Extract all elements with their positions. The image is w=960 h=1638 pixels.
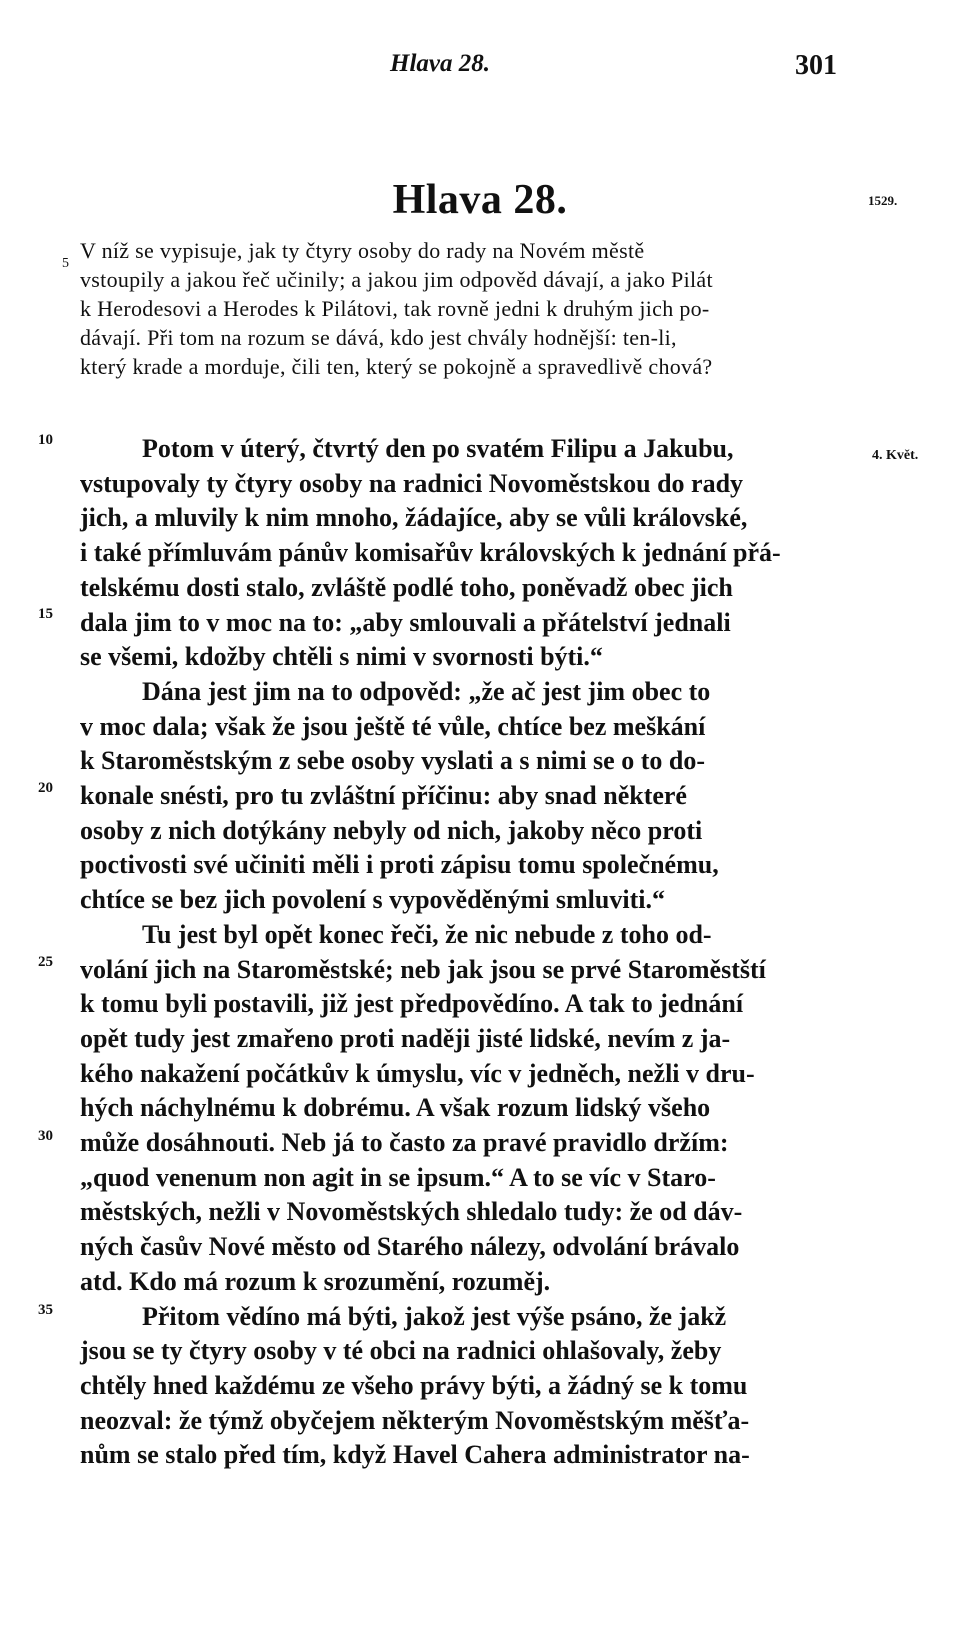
line-number: 20 xyxy=(38,780,53,796)
body-line: telskému dosti stalo, zvláště podlé toho, poněvadž obec jich xyxy=(80,572,733,602)
body-line: poctivosti své učiniti měli i proti zápisu tomu společnému, xyxy=(80,850,719,880)
body-line: může dosáhnouti. Neb já to často za pravé pravidlo držím: xyxy=(80,1128,729,1158)
line-number: 35 xyxy=(38,1302,53,1318)
body-line: atd. Kdo má rozum k srozumění, rozuměj. xyxy=(80,1266,551,1296)
page-number: 301 xyxy=(795,50,837,81)
line-number: 10 xyxy=(38,432,53,448)
margin-year: 1529. xyxy=(868,193,898,208)
summary-line: k Herodesovi a Herodes k Pilátovi, tak rovně jedni k druhým jich po- xyxy=(80,296,710,321)
body-line: Tu jest byl opět konec řeči, že nic nebude z toho od- xyxy=(142,919,712,949)
summary-line: dávají. Při tom na rozum se dává, kdo jest chvály hodnější: ten-li, xyxy=(80,325,677,350)
body-line: v moc dala; však že jsou ještě té vůle, chtíce bez meškání xyxy=(80,711,706,741)
body-line: „quod venenum non agit in se ipsum.“ A to se víc v Staro- xyxy=(80,1162,716,1192)
body-line: konale snésti, pro tu zvláštní příčinu: aby snad některé xyxy=(80,781,687,811)
summary-line-number: 5 xyxy=(62,256,69,271)
running-title: Hlava 28. xyxy=(390,50,490,77)
body-line: opět tudy jest zmařeno proti naději jisté lidské, nevím z ja- xyxy=(80,1023,731,1053)
body-line: k tomu byli postavili, již jest předpovědíno. A tak to jednání xyxy=(80,989,744,1019)
body-line: dala jim to v moc na to: „aby smlouvali a přátelství jednali xyxy=(80,607,731,637)
summary-line: vstoupily a jakou řeč učinily; a jakou jim odpověd dávají, a jako Pilát xyxy=(80,267,713,292)
body-line: Potom v úterý, čtvrtý den po svatém Filipu a Jakubu, xyxy=(142,434,734,463)
body-line: městských, nežli v Novoměstských shledalo tudy: že od dáv- xyxy=(80,1197,743,1227)
body-text xyxy=(80,432,860,1473)
line-number: 15 xyxy=(38,606,53,622)
body-line: neozval: že týmž obyčejem některým Novoměstským měšťa- xyxy=(80,1405,750,1435)
line-number: 25 xyxy=(38,954,53,970)
body-line: jsou se ty čtyry osoby v té obci na radnici ohlašovaly, žeby xyxy=(80,1336,722,1366)
body-line: osoby z nich dotýkány nebyly od nich, jakoby něco proti xyxy=(80,815,703,845)
body-line: chtěly hned každému ze všeho právy býti, a žádný se k tomu xyxy=(80,1370,748,1400)
body-line: Přitom vědíno má býti, jakož jest výše psáno, že jakž xyxy=(142,1301,727,1331)
margin-date: 4. Květ. xyxy=(872,448,919,463)
body-line: vstupovaly ty čtyry osoby na radnici Novoměstskou do rady xyxy=(80,468,744,498)
body-line: se všemi, kdožby chtěli s nimi v svornosti býti.“ xyxy=(80,642,603,672)
running-header xyxy=(0,50,960,90)
line-number: 30 xyxy=(38,1128,53,1144)
body-line: i také přímluvám pánův komisařův královských k jednání přá- xyxy=(80,538,781,568)
body-line: kého nakažení počátkův k úmyslu, víc v jedněch, nežli v dru- xyxy=(80,1058,755,1088)
body-line: chtíce se bez jich povolení s vypověděnými smluviti.“ xyxy=(80,885,665,915)
body-line: ných časův Nové město od Starého nálezy, odvolání brávalo xyxy=(80,1232,740,1262)
body-line: Dána jest jim na to odpověd: „že ač jest jim obec to xyxy=(142,676,711,706)
body-line: k Staroměstským z sebe osoby vyslati a s nimi se o to do- xyxy=(80,746,705,776)
summary-line: V níž se vypisuje, jak ty čtyry osoby do rady na Novém městě xyxy=(80,238,645,263)
body-line: hých náchylnému k dobrému. A však rozum lidský všeho xyxy=(80,1093,711,1123)
body-line: jich, a mluvily k nim mnoho, žádajíce, aby se vůli královské, xyxy=(80,503,748,533)
chapter-title: Hlava 28. xyxy=(392,177,568,223)
body-line: nům se stalo před tím, když Havel Cahera administrator na- xyxy=(80,1440,750,1470)
body-line: volání jich na Staroměstské; neb jak jsou se prvé Staroměstští xyxy=(80,954,766,984)
chapter-summary xyxy=(80,236,850,381)
summary-line: který krade a morduje, čili ten, který se pokojně a spravedlivě chová? xyxy=(80,354,713,379)
